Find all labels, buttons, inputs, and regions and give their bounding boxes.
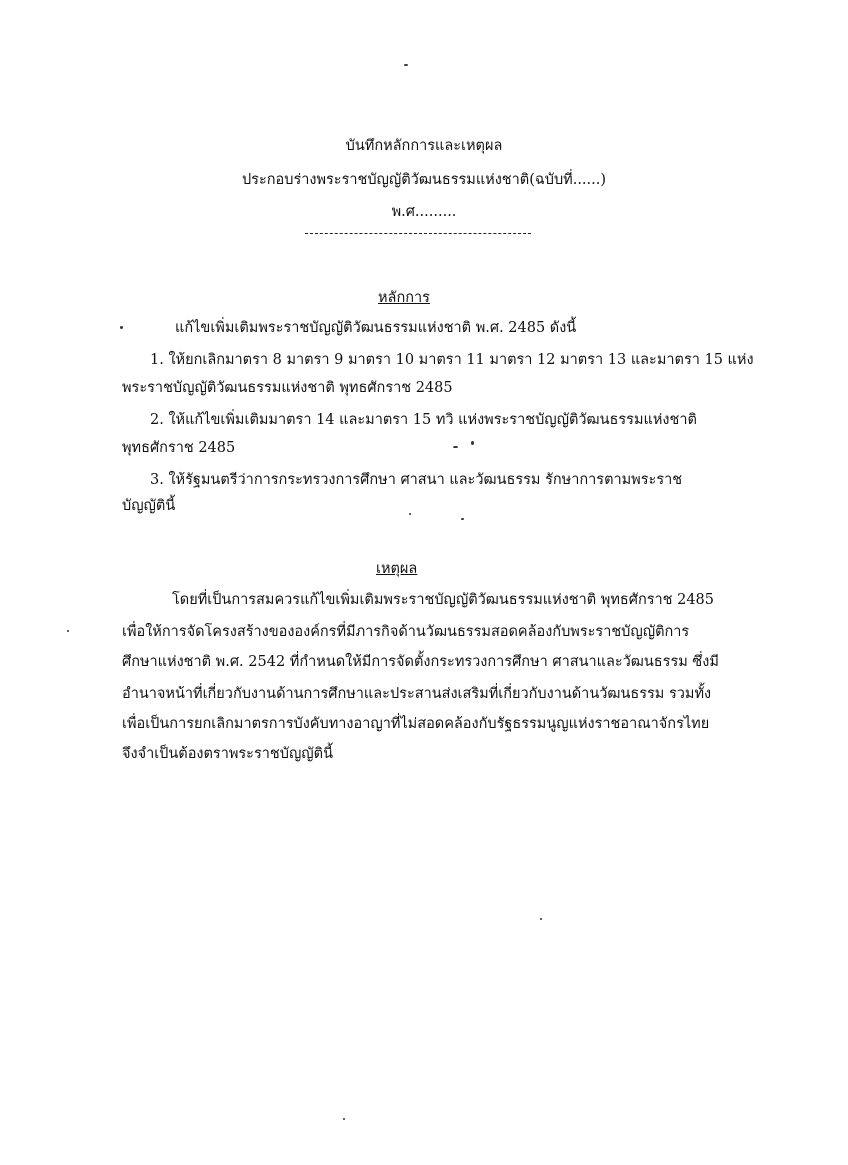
header-divider <box>305 233 531 234</box>
scan-speck <box>404 64 408 66</box>
principle-item-1: 1. ให้ยกเลิกมาตรา 8 มาตรา 9 มาตรา 10 มาตรา 11 มาตรา 12 มาตรา 13 และมาตรา 15 แห่ง <box>150 352 754 368</box>
reasons-line-3: ศึกษาแห่งชาติ พ.ศ. 2542 ที่กำหนดให้มีการจัดตั้งกระทรวงการศึกษา ศาสนาและวัฒนธรรม ซึ่งมี <box>122 654 719 670</box>
reasons-line-5: เพื่อเป็นการยกเลิกมาตรการบังคับทางอาญาที่ไม่สอดคล้องกับรัฐธรรมนูญแห่งราชอาณาจักรไทย <box>122 716 710 732</box>
principle-item-2-cont: พุทธศักราช 2485 <box>122 440 236 456</box>
scan-speck <box>453 446 458 448</box>
reasons-line-2: เพื่อให้การจัดโครงสร้างขององค์กรที่มีภารกิจด้านวัฒนธรรมสอดคล้องกับพระราชบัญญัติการ <box>122 624 690 640</box>
reasons-heading: เหตุผล <box>376 561 418 577</box>
principle-item-2: 2. ให้แก้ไขเพิ่มเติมมาตรา 14 และมาตรา 15 ทวิ แห่งพระราชบัญญัติวัฒนธรรมแห่งชาติ <box>150 412 697 428</box>
scan-speck <box>120 326 123 329</box>
scan-speck <box>471 441 474 445</box>
reasons-line-1: โดยที่เป็นการสมควรแก้ไขเพิ่มเติมพระราชบัญญัติวัฒนธรรมแห่งชาติ พุทธศักราช 2485 <box>172 592 715 608</box>
document-subtitle: ประกอบร่างพระราชบัญญัติวัฒนธรรมแห่งชาติ(ฉบับที่......) <box>241 172 607 188</box>
principles-intro: แก้ไขเพิ่มเติมพระราชบัญญัติวัฒนธรรมแห่งชาติ พ.ศ. 2485 ดังนี้ <box>175 320 577 336</box>
principles-heading: หลักการ <box>378 290 430 306</box>
principle-item-3-cont: บัญญัตินี้ <box>122 498 176 514</box>
principle-item-3: 3. ให้รัฐมนตรีว่าการกระทรวงการศึกษา ศาสนา และวัฒนธรรม รักษาการตามพระราช <box>150 472 683 488</box>
reasons-line-6: จึงจำเป็นต้องตราพระราชบัญญัตินี้ <box>122 746 333 762</box>
scan-speck <box>540 918 542 920</box>
reasons-line-4: อำนาจหน้าที่เกี่ยวกับงานด้านการศึกษาและประสานส่งเสริมที่เกี่ยวกับงานด้านวัฒนธรรม รวมทั้ง <box>122 686 712 702</box>
scan-speck <box>409 513 411 515</box>
document-year-line: พ.ศ......... <box>391 204 457 220</box>
principle-item-1-cont: พระราชบัญญัติวัฒนธรรมแห่งชาติ พุทธศักราช 2485 <box>122 380 453 396</box>
scan-speck <box>343 1118 345 1120</box>
scan-speck <box>67 630 69 632</box>
scan-speck <box>461 518 464 520</box>
document-title: บันทึกหลักการและเหตุผล <box>345 138 503 154</box>
